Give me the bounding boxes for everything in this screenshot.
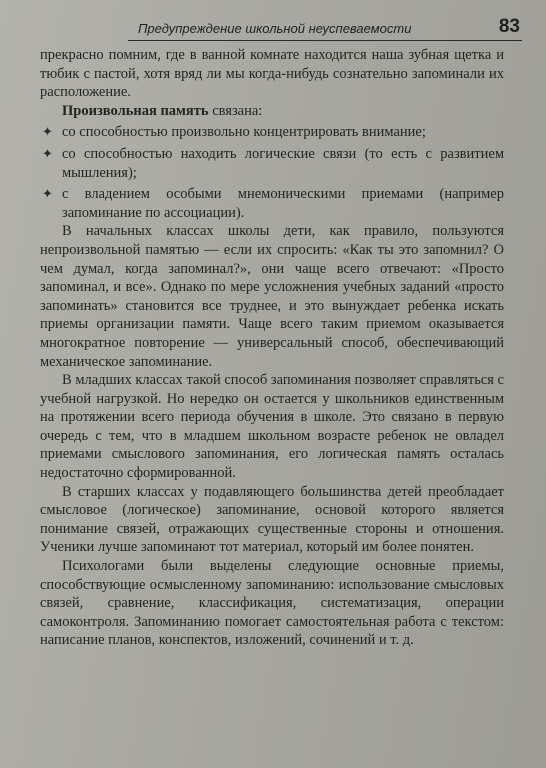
diamond-bullet-icon: ✦: [42, 186, 53, 202]
voluntary-memory-list: [40, 123, 504, 222]
list-item-text: со способностью находить логические связи (то есть с развитием мышления);: [62, 145, 504, 181]
diamond-bullet-icon: ✦: [42, 124, 53, 140]
paragraph-junior-classes: В младших классах такой способ запоминания позволяет справляться с учебной нагрузкой. Но нередко он остается у школьников единственным на протяжении всего периода обучения в школе. Это связано в первую очередь с тем, что в младшем школьном возрасте ребенок не овладел приемами смыслового запоминания, его логическая память осталась недостаточно сформированной.: [40, 372, 504, 482]
voluntary-memory-lead: [40, 102, 504, 121]
body-text: [40, 46, 504, 650]
diamond-bullet-icon: ✦: [42, 145, 53, 161]
intro-paragraph: прекрасно помним, где в ванной комнате находится наша зубная щетка и тюбик с пастой, хотя вряд ли мы когда-нибудь сознательно запоминали их расположение.: [40, 47, 504, 101]
paragraph-memory-techniques: Психологами были выделены следующие основные приемы, способствующие осмысленному запоминанию: использование смысловых связей, сравнение, классификация, систематизация, операции самоконтроля. Запоминанию помогает самостоятельная работа с текстом: написание планов, конспектов, изложений, сочинений и т. д.: [40, 558, 504, 649]
list-item-text: с владением особыми мнемоническими приемами (например запоминание по ассоциации).: [62, 186, 504, 221]
list-item: [40, 185, 504, 222]
paragraph-primary-classes: В начальных классах школы дети, как правило, пользуются непроизвольной памятью — если их спросить: «Как ты это запомнил? О чем думал, когда запоминал?», они чаще всего отвечают: «Просто запоминал, и все». Однако по мере усложнения учебных заданий «просто запоминать» становится все труднее, и это вынуждает ребенка искать приемы организации памяти. Чаще всего таким приемом оказывается многократное повторение — универсальный способ, обеспечивающий механическое запоминание.: [40, 223, 504, 370]
page-number: 83: [498, 16, 520, 37]
voluntary-memory-lead-rest: связана:: [208, 102, 263, 119]
list-item: [40, 145, 504, 182]
voluntary-memory-term: Произвольная память: [62, 102, 209, 119]
list-item-text: со способностью произвольно концентрировать внимание;: [62, 124, 426, 141]
paragraph-senior-classes: В старших классах у подавляющего большинства детей преобладает смысловое (логическое) запоминание, основой которого является понимание связей, отражающих существенные стороны и отношения. Ученики лучше запоминают тот материал, который им более понятен.: [40, 483, 504, 556]
list-item: [40, 123, 504, 142]
page-header: [128, 18, 522, 41]
running-title: Предупреждение школьной неуспеваемости: [138, 21, 412, 36]
